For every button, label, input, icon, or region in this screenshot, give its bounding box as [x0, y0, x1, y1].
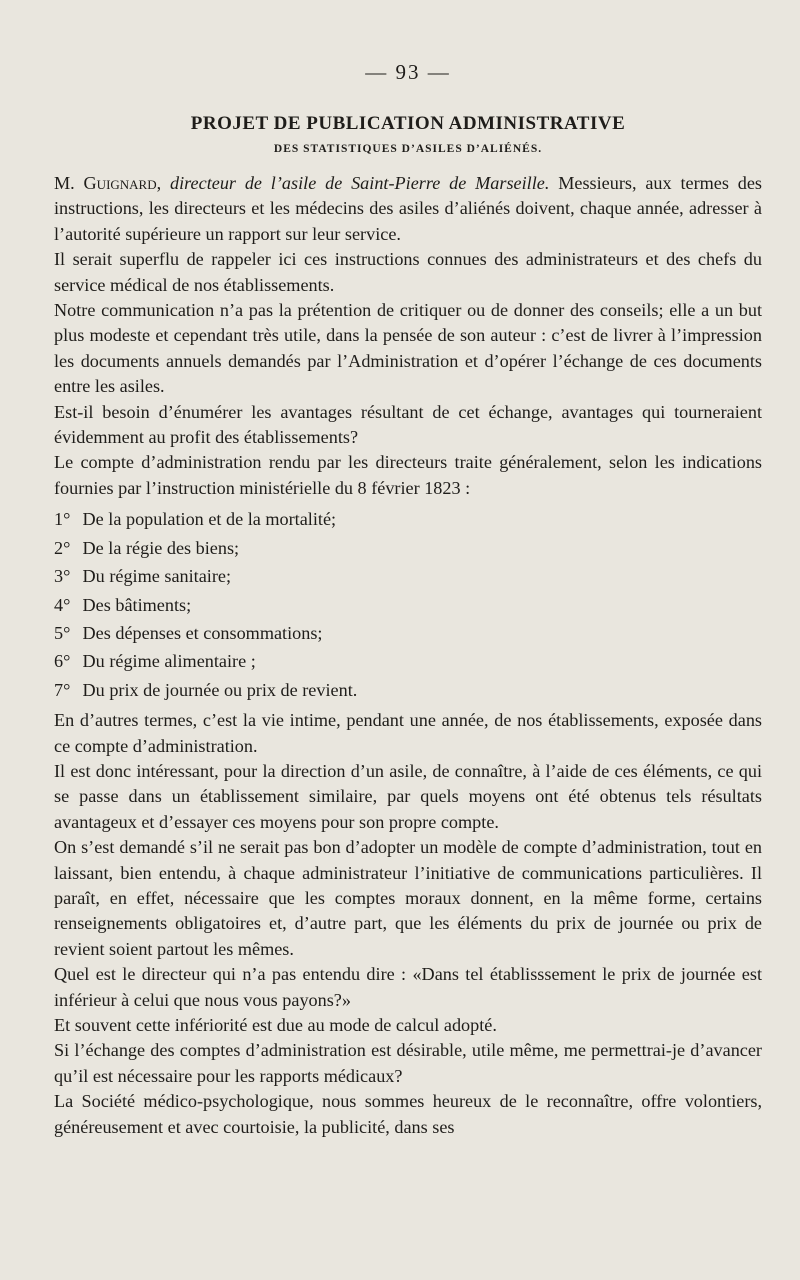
- page-title: PROJET DE PUBLICATION ADMINISTRATIVE: [190, 113, 626, 134]
- paragraph: Si l’échange des comptes d’administration est désirable, utile même, me permettrai-je d’avancer qu’il est nécessaire pour les rapports médicaux?: [54, 1040, 762, 1086]
- list-item-number: 6°: [54, 651, 71, 672]
- list-item-text: Des bâtiments;: [82, 594, 192, 615]
- list-item: [54, 676, 762, 704]
- intro-paragraph: [54, 171, 762, 247]
- page-number: — 93 —: [365, 60, 451, 84]
- list-item-number: 2°: [54, 537, 71, 558]
- list-item: [54, 647, 762, 675]
- body-text: [54, 171, 762, 1140]
- list-item-number: 3°: [54, 566, 71, 587]
- list-item: [54, 505, 762, 533]
- list-item-number: 5°: [54, 622, 71, 643]
- list-item: [54, 562, 762, 590]
- paragraph: La Société médico-psychologique, nous sommes heureux de le reconnaître, offre volontiers, généreusement et avec courtoisie, la publicité, dans ses: [54, 1091, 762, 1137]
- paragraph: En d’autres termes, c’est la vie intime, pendant une année, de nos établissements, exposée dans ce compte d’administration.: [54, 710, 762, 756]
- list-item-number: 4°: [54, 594, 71, 615]
- list-item: [54, 534, 762, 562]
- list-item-number: 1°: [54, 509, 71, 530]
- list-item-number: 7°: [54, 679, 71, 700]
- paragraph: Le compte d’administration rendu par les directeurs traite généralement, selon les indications fournies par l’instruction ministérielle du 8 février 1823 :: [54, 452, 762, 498]
- list-item-text: De la régie des biens;: [82, 537, 240, 558]
- list-item-text: De la population et de la mortalité;: [82, 509, 337, 530]
- list-item-text: Du prix de journée ou prix de revient.: [82, 679, 358, 700]
- list-item-text: Du régime sanitaire;: [82, 566, 232, 587]
- paragraph: Il est donc intéressant, pour la direction d’un asile, de connaître, à l’aide de ces éléments, ce qui se passe dans un établissement similaire, par quels moyens ont été obtenus tels résultats avantageux et d’essayer ces moyens pour son propre compte.: [54, 760, 762, 832]
- paragraph: Notre communication n’a pas la prétention de critiquer ou de donner des conseils; elle a un but plus modeste et cependant très utile, dans la pensée de son auteur : c’est de livrer à l’impression les documents annuels demandés par l’Administration et d’opérer l’échange de ces documents entre les asiles.: [54, 300, 762, 397]
- list-item-text: Des dépenses et consommations;: [82, 622, 323, 643]
- paragraph: Et souvent cette infériorité est due au mode de calcul adopté.: [54, 1015, 497, 1035]
- speaker-role: directeur de l’asile de Saint-Pierre de Marseille.: [170, 173, 550, 193]
- paragraph: Quel est le directeur qui n’a pas entendu dire : «Dans tel établisssement le prix de journée est inférieur à celui que nous vous payons?»: [54, 964, 762, 1010]
- paragraph: Est-il besoin d’énumérer les avantages résultant de cet échange, avantages qui tourneraient évidemment au profit des établissements?: [54, 401, 762, 448]
- paragraph: On s’est demandé s’il ne serait pas bon d’adopter un modèle de compte d’administration, tout en laissant, bien entendu, à chaque administrateur l’initiative de communications particulières. Il paraît, en effet, nécessaire que les comptes moraux donnent, en la même forme, certains renseignements obligatoires et, d’autre part, que les éléments du prix de journée ou prix de revient soient partout les mêmes.: [54, 837, 762, 959]
- speaker-name: M. Guignard,: [54, 173, 162, 193]
- list-item-text: Du régime alimentaire ;: [82, 651, 256, 672]
- list-item: [54, 591, 762, 619]
- paragraph: Il serait superflu de rappeler ici ces instructions connues des administrateurs et des chefs du service médical de nos établissements.: [54, 249, 762, 295]
- page-subtitle: DES STATISTIQUES D’ASILES D’ALIÉNÉS.: [273, 143, 543, 155]
- topics-list: [54, 505, 762, 704]
- intro-text: Messieurs, aux termes des instructions, les directeurs et les médecins des asiles d’aliénés doivent, chaque année, adresser à l’autorité supérieure un rapport sur leur service.: [54, 173, 762, 244]
- list-item: [54, 619, 762, 647]
